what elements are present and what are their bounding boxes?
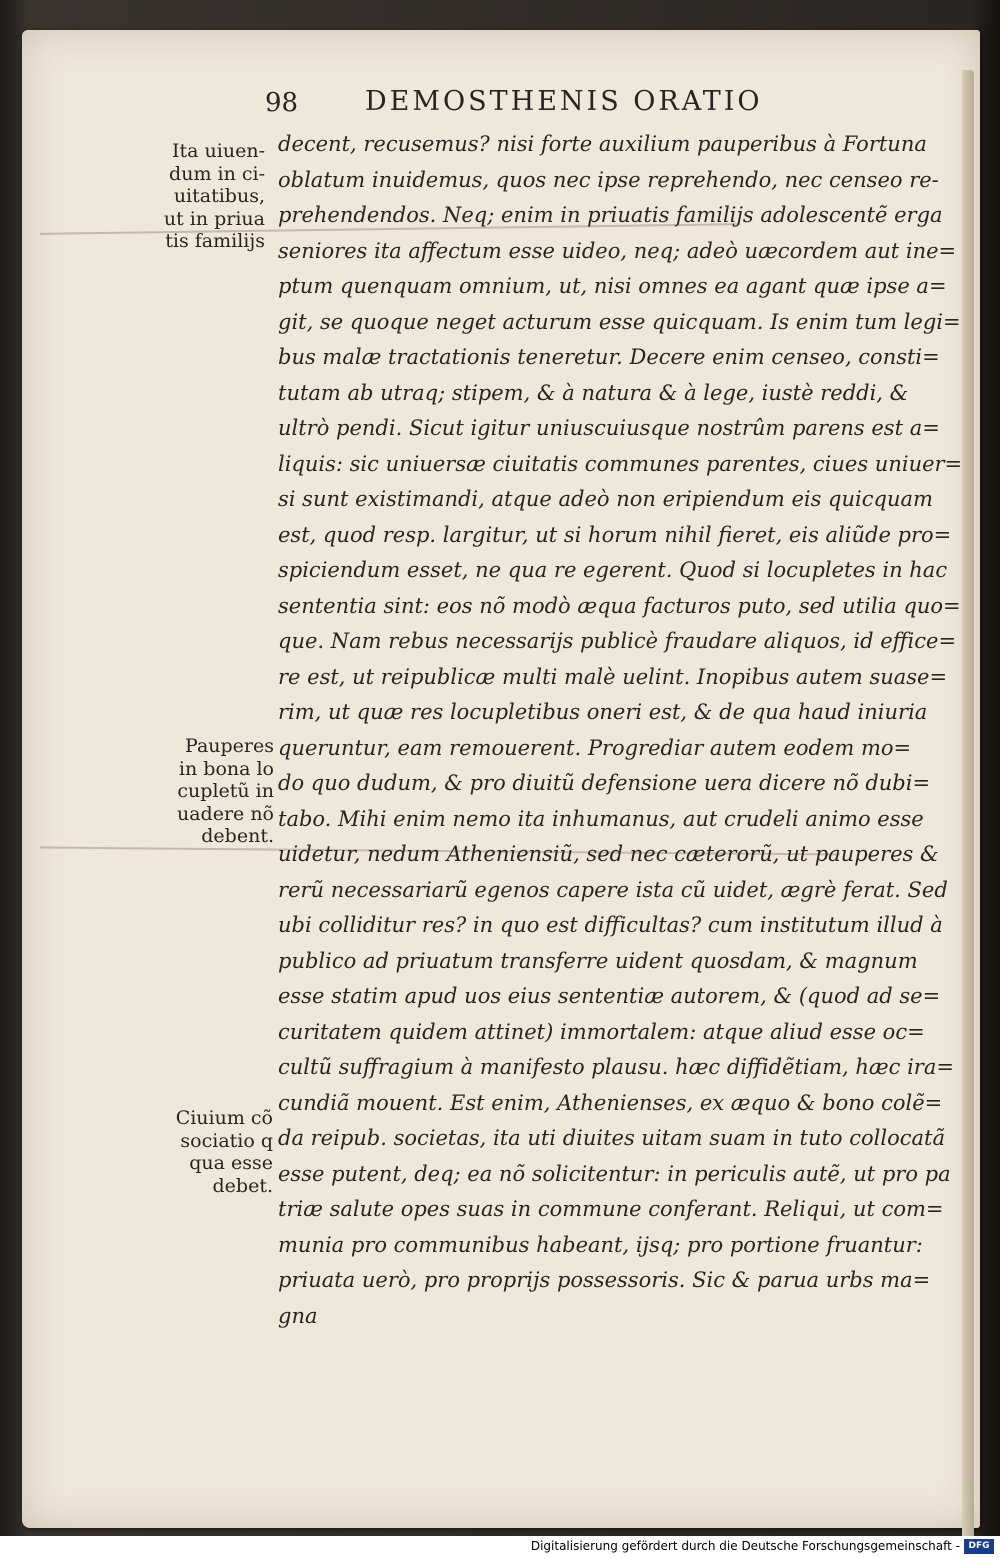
text-line: rerũ necessariarũ egenos capere ista cũ uidet, ægrè ferat. Sed [278, 877, 948, 902]
text-line: triæ salute opes suas in commune conferant. Reliqui, ut com= [278, 1197, 944, 1221]
margin-note-3 [133, 1107, 273, 1197]
margin-note-line: Ciuium cõ [175, 1107, 273, 1129]
margin-note-line: Pauperes [185, 735, 274, 757]
page-edge [962, 70, 974, 1550]
page-header [265, 82, 825, 122]
text-line: esse statim apud uos eius sententiæ autorem, & (quod ad se= [278, 984, 941, 1008]
text-line: ultrò pendi. Sicut igitur uniuscuiusque nostrûm parens est a= [278, 416, 940, 440]
funding-notice: Digitalisierung gefördert durch die Deutsche Forschungsgemeinschaft - [530, 1539, 960, 1553]
text-line: ptum quenquam omnium, ut, nisi omnes ea agant quæ ipse a= [278, 274, 947, 298]
margin-note-line: qua esse [189, 1152, 273, 1174]
text-line: oblatum inuidemus, quos nec ipse reprehendo, nec censeo re- [278, 167, 939, 192]
text-line: spiciendum esset, ne qua re egerent. Quod si locupletes in hac [278, 558, 948, 582]
text-line: seniores ita affectum esse uideo, neq; adeò uæcordem aut ine= [278, 238, 957, 263]
text-line: prehendendos. Neq; enim in priuatis familijs adolescentẽ erga [278, 203, 943, 227]
text-line: cundiã mouent. Est enim, Athenienses, ex æquo & bono colẽ= [278, 1090, 943, 1115]
text-line: da reipub. societas, ita uti diuites uitam suam in tuto collocatã [278, 1126, 945, 1150]
margin-note-line: debet. [212, 1174, 273, 1197]
text-line: est, quod resp. largitur, ut si horum nihil fieret, eis aliũde pro= [278, 522, 952, 547]
text-line: bus malæ tractationis teneretur. Decere enim censeo, consti= [278, 345, 940, 369]
text-line: si sunt existimandi, atque adeò non eripiendum eis quicquam [278, 487, 933, 511]
text-line: priuata uerò, pro proprijs possessoris. Sic & parua urbs ma= [278, 1268, 931, 1292]
text-line: publico ad priuatum transferre uident quosdam, & magnum [278, 948, 918, 973]
margin-note-line: in bona lo [178, 757, 274, 780]
text-line: re est, ut reipublicæ multi malè uelint. Inopibus autem suase= [278, 664, 948, 689]
margin-note-line: dum in ci- [169, 162, 265, 185]
text-line: sententia sint: eos nõ modò æqua facturos puto, sed utilia quo= [278, 593, 961, 618]
text-line: esse putent, deq; ea nõ solicitentur: in periculis autẽ, ut pro pa [278, 1161, 951, 1186]
footer-bar [0, 1536, 1000, 1558]
text-line: cultũ suffragium à manifesto plausu. hæc diffidẽtiam, hæc ira= [278, 1055, 954, 1079]
margin-note-line: Ita uiuen- [172, 140, 265, 162]
margin-note-line: sociatio q [180, 1129, 273, 1152]
text-line: tutam ab utraq; stipem, & à natura & à lege, iustè reddi, & [278, 380, 909, 405]
margin-note-2 [134, 735, 274, 848]
text-line: queruntur, eam remouerent. Progrediar autem eodem mo= [278, 735, 912, 760]
text-line: rim, ut quæ res locupletibus oneri est, & de qua haud iniuria [278, 700, 928, 724]
text-line: gna [278, 1303, 318, 1328]
margin-note-line: uadere nõ [176, 802, 274, 825]
text-line: curitatem quidem attinet) immortalem: atque aliud esse oc= [278, 1019, 925, 1044]
margin-note-line: debent. [201, 825, 274, 847]
page-number: 98 [265, 88, 299, 118]
text-line: munia pro communibus habeant, ijsq; pro portione fruantur: [278, 1232, 923, 1257]
text-line: do quo dudum, & pro diuitũ defensione uera dicere nõ dubi= [278, 771, 931, 795]
text-line: liquis: sic uniuersæ ciuitatis communes parentes, ciues uniuer= [278, 451, 963, 476]
margin-note-line: tis familijs [165, 230, 265, 252]
margin-note-line: cupletũ in [177, 780, 274, 802]
text-line: git, se quoque neget acturum esse quicquam. Is enim tum legi= [278, 309, 961, 334]
dfg-logo: DFG [964, 1539, 994, 1554]
running-title: DEMOSTHENIS ORATIO [365, 86, 763, 117]
body-text [278, 127, 963, 1334]
margin-note-1 [125, 140, 265, 253]
text-line: ubi colliditur res? in quo est difficultas? cum institutum illud à [278, 913, 943, 937]
text-line: decent, recusemus? nisi forte auxilium pauperibus à Fortuna [278, 132, 927, 156]
margin-note-line: ut in priua [163, 207, 265, 230]
margin-note-line: uitatibus, [173, 185, 265, 207]
text-line: tabo. Mihi enim nemo ita inhumanus, aut crudeli animo esse [278, 806, 924, 831]
text-line: que. Nam rebus necessarijs publicè fraudare aliquos, id effice= [278, 629, 957, 653]
text-line: uidetur, nedum Atheniensiũ, sed nec cæterorũ, ut pauperes & [278, 842, 939, 866]
